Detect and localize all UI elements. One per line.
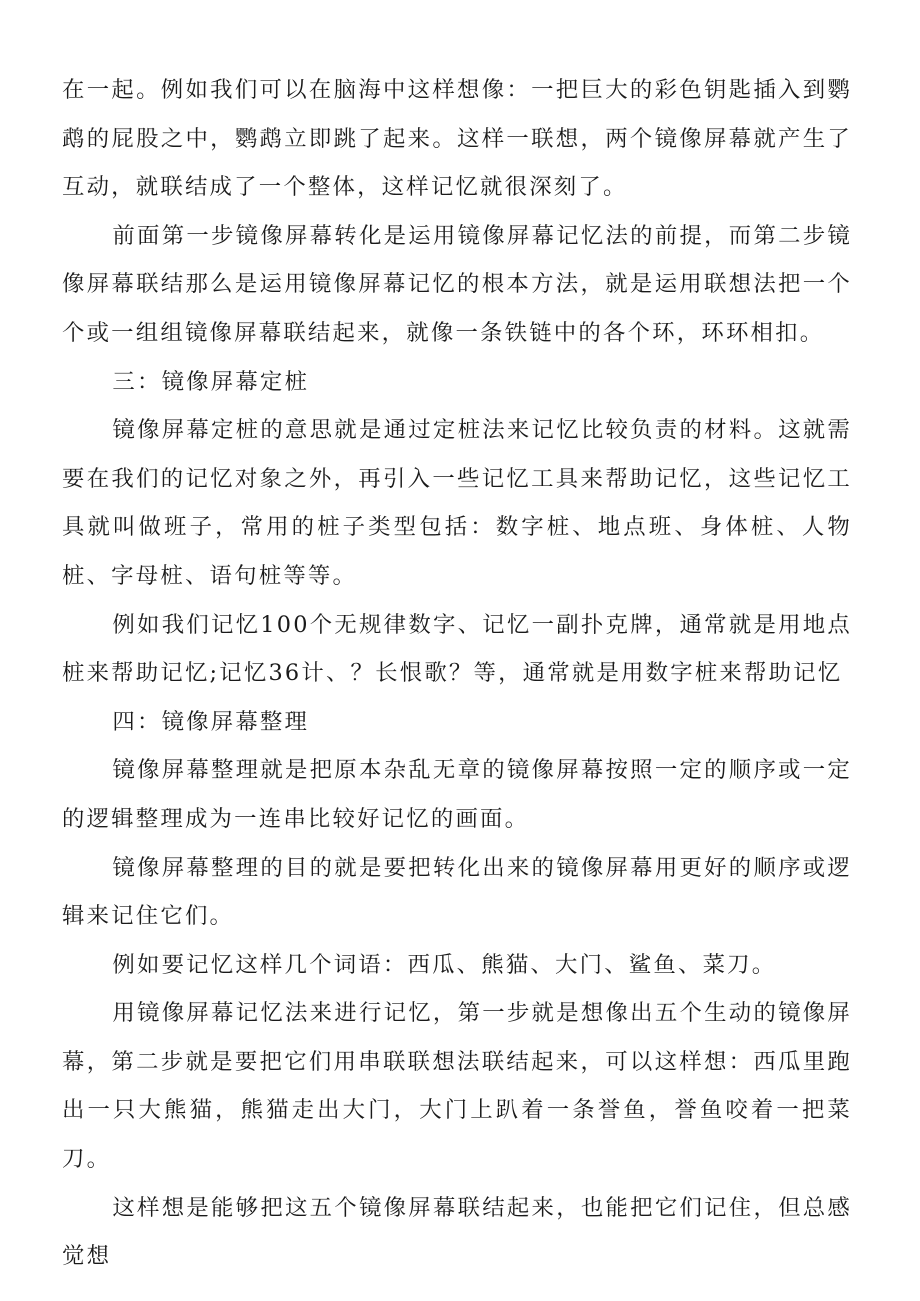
paragraph: 例如要记忆这样几个词语：西瓜、熊猫、大门、鲨鱼、菜刀。 xyxy=(112,951,777,978)
paragraph: 例如我们记忆100个无规律数字、记忆一副扑克牌，通常就是用地点桩来帮助记忆;记忆36计、？长恨歌？等，通常就是用数字桩来帮助记忆 xyxy=(62,611,852,687)
paragraph: 镜像屏幕定桩的意思就是通过定桩法来记忆比较负责的材料。这就需要在我们的记忆对象之外，再引入一些记忆工具来帮助记忆，这些记忆工具就叫做班子，常用的桩子类型包括：数字桩、地点班、身体桩、人物桩、字母桩、语句桩等等。 xyxy=(62,417,852,589)
paragraph: 这样想是能够把这五个镜像屏幕联结起来，也能把它们记住，但总感觉想 xyxy=(62,1194,852,1270)
paragraph: 前面第一步镜像屏幕转化是运用镜像屏幕记忆法的前提，而第二步镜像屏幕联结那么是运用镜像屏幕记忆的根本方法，就是运用联想法把一个个或一组组镜像屏幕联结起来，就像一条铁链中的各个环，环环相扣。 xyxy=(62,222,852,346)
section-heading: 三：镜像屏幕定桩 xyxy=(112,368,310,395)
paragraph: 用镜像屏幕记忆法来进行记忆，第一步就是想像出五个生动的镜像屏幕，第二步就是要把它们用串联联想法联结起来，可以这样想：西瓜里跑出一只大熊猫，熊猫走出大门，大门上趴着一条誉鱼，誉鱼咬着一把菜刀。 xyxy=(62,1000,852,1173)
paragraph-continuation: 在一起。例如我们可以在脑海中这样想像：一把巨大的彩色钥匙插入到鹦鹉的屁股之中，鹦鹉立即跳了起来。这样一联想，两个镜像屏幕就产生了互动，就联结成了一个整体，这样记忆就很深刻了。 xyxy=(62,77,852,201)
paragraph: 镜像屏幕整理就是把原本杂乱无章的镜像屏幕按照一定的顺序或一定的逻辑整理成为一连串比较好记忆的画面。 xyxy=(62,757,852,832)
paragraph: 镜像屏幕整理的目的就是要把转化出来的镜像屏幕用更好的顺序或逻辑来记住它们。 xyxy=(62,854,852,930)
document-body xyxy=(62,66,852,1281)
section-heading: 四：镜像屏幕整理 xyxy=(112,708,310,735)
